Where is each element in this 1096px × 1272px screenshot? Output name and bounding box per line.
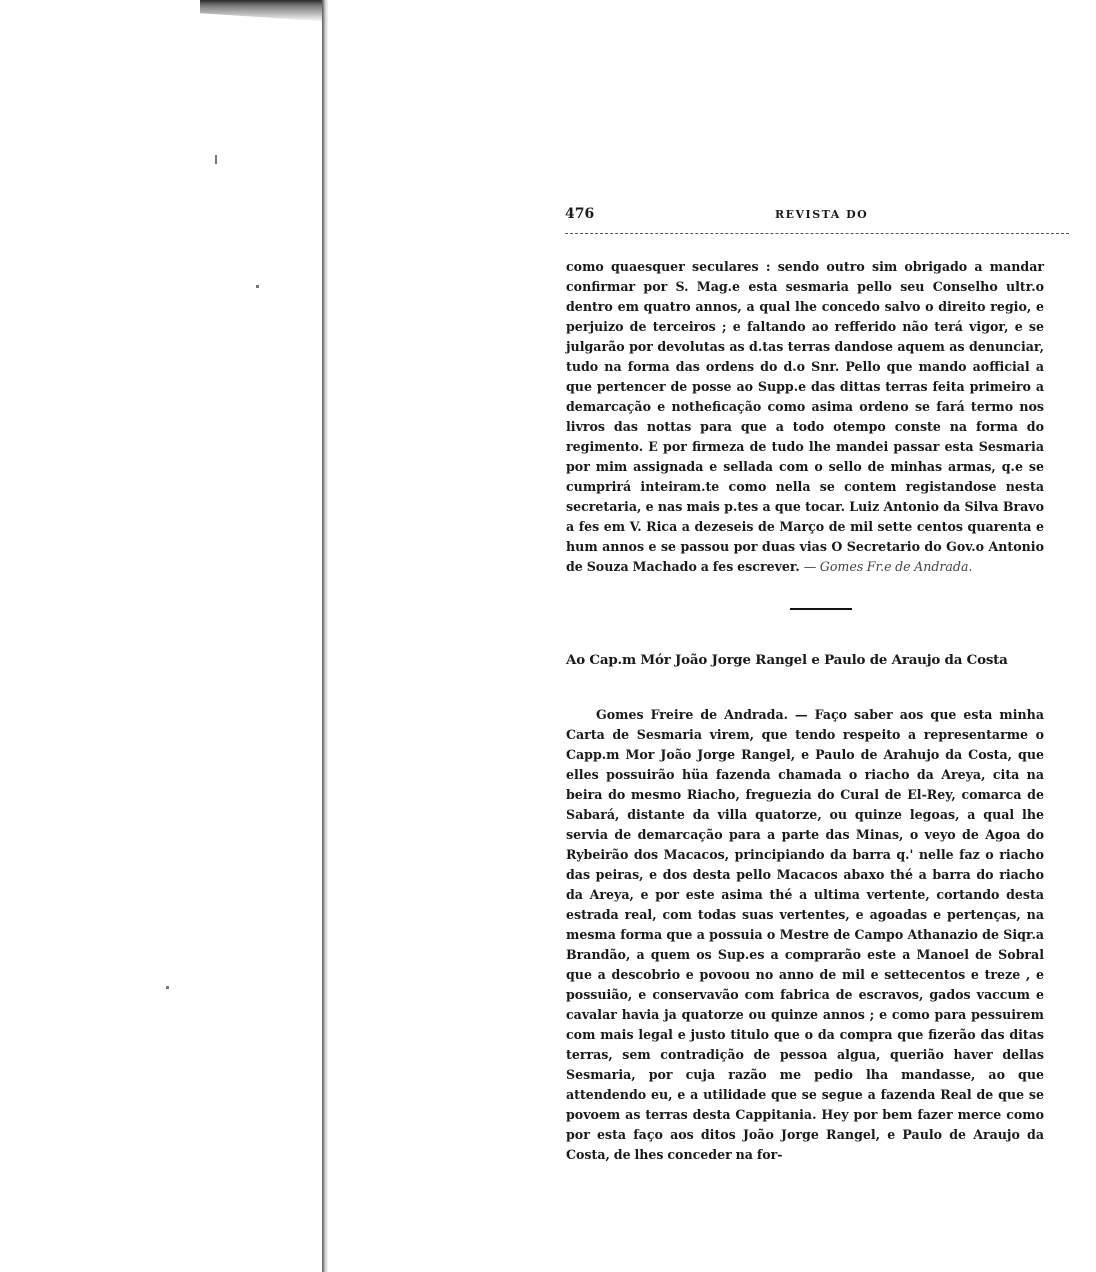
scan-speck: [166, 986, 169, 989]
section-heading: Ao Cap.m Mór João Jorge Rangel e Paulo de Araujo da Costa: [566, 652, 1008, 668]
scan-speck: [215, 155, 217, 164]
signature: — Gomes Fr.e de Andrada.: [803, 559, 973, 574]
page-number: 476: [565, 206, 595, 222]
scan-speck: [256, 285, 259, 288]
journal-title: REVISTA DO: [775, 208, 869, 221]
paragraph-body: Gomes Freire de Andrada. — Faço saber aos que esta minha Carta de Sesmaria virem, que tendo respeito a representarme o Capp.m Mor João Jorge Rangel, e Paulo de Arahujo da Costa, que elles possuirão hüa fazenda chamada o riacho da Areya, cita na beira do mesmo Riacho, freguezia do Cural de El-Rey, comarca de Sabará, distante da villa quatorze, ou quinze legoas, a qual lhe servia de demarcação para a parte das Minas, o veyo de Agoa do Rybeirão dos Macacos, principiando da barra q.' nelle faz o riacho das peiras, e dos desta pello Macacos abaxo thé a barra do riacho da Areya, e por este asima thé a ultima vertente, cortando desta estrada real, com todas suas vertentes, e agoadas e pertenças, na mesma forma que a possuia o Mestre de Campo Athanazio de Siqr.a Brandão, a quem os Sup.es a comprarão este a Manoel de Sobral que a descobrio e povoou no anno de mil e settecentos e treze , e possuião, e conservavão com fabrica de escravos, gados vaccum e cavalar havia ja quatorze ou quinze annos ; e como para pessuirem com mais legal e justo titulo que o da compra que fizerão das ditas terras, sem contradição de pessoa algua, querião haver dellas Sesmaria, por cuja razão me pedio lha mandasse, ao que attendendo eu, e a utilidade que se segue a fazenda Real de que se povoem as terras desta Cappitania. Hey por bem fazer merce como por esta faço aos ditos João Jorge Rangel, e Paulo de Araujo da Costa, de lhes conceder na for-: [566, 707, 1044, 1162]
paragraph-text: como quaesquer seculares : sendo outro sim obrigado a mandar confirmar por S. Mag.e esta sesmaria pello seu Conselho ultr.o dentro em quatro annos, a qual lhe concedo salvo o direito regio, e perjuizo de terceiros ; e faltando ao refferido não terá vigor, e se julgarão por devolutas as d.tas terras dandose aquem as denunciar, tudo na forma das ordens do d.o Snr. Pello que mando aofficial a que pertencer de posse ao Supp.e das dittas terras feita primeiro a demarcação e notheficação como asima ordeno se fará termo nos livros das nottas para que a todo otempo conste na forma do regimento. E por firmeza de tudo lhe mandei passar esta Sesmaria por mim assignada e sellada com o sello de minhas armas, q.e se cumprirá inteiram.te como nella se contem registandose nesta secretaria, e nas mais p.tes a que tocar. Luiz Antonio da Silva Bravo a fes em V. Rica a dezeseis de Março de mil sette centos quarenta e hum annos e se passou por duas vias O Secretario do Gov.o Antonio de Souza Machado a fes escrever.: [566, 259, 1044, 574]
running-head: [565, 206, 1065, 230]
header-rule: [565, 233, 1069, 234]
paragraph-continuation: [566, 257, 1044, 577]
section-divider: [790, 608, 852, 610]
blank-left-page: [0, 0, 322, 1272]
